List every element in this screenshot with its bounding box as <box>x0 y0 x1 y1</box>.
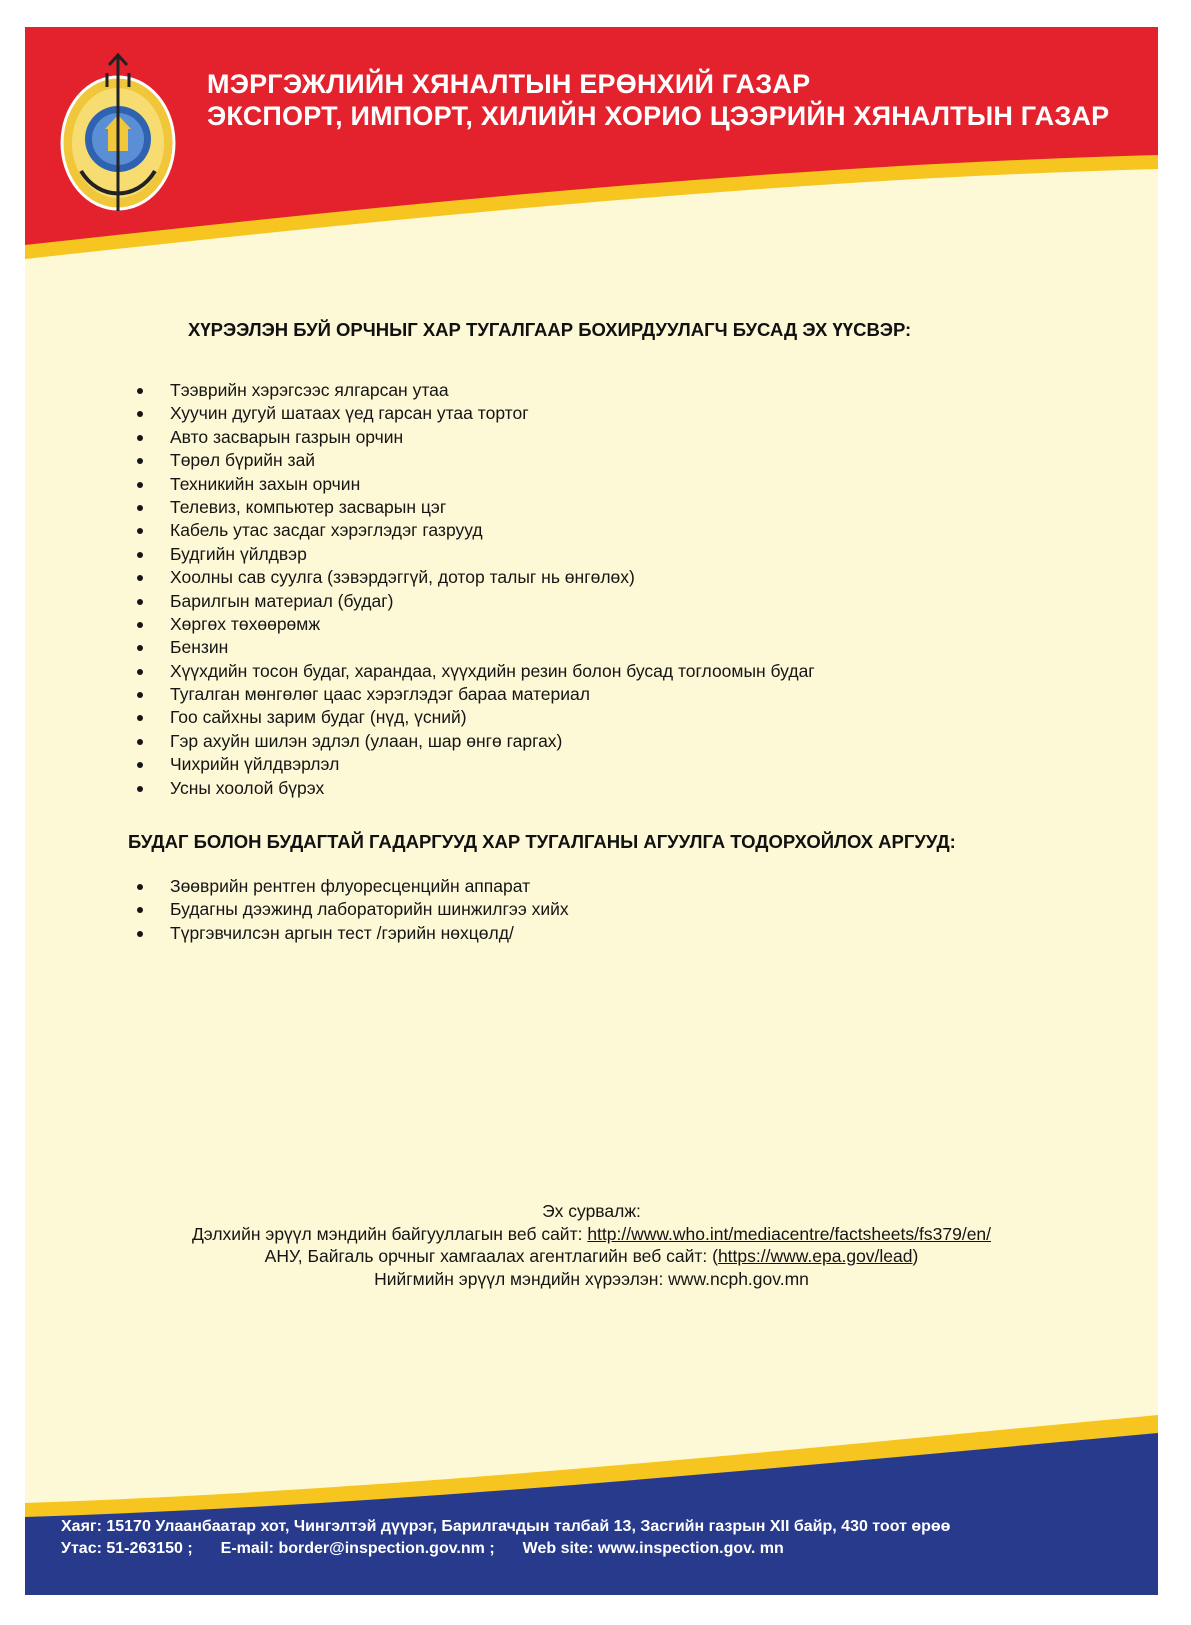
department-name: ЭКСПОРТ, ИМПОРТ, ХИЛИЙН ХОРИО ЦЭЭРИЙН ХЯНАЛТЫН ГАЗАР <box>207 101 1110 131</box>
epa-source-label: АНУ, Байгаль орчныг хамгаалах агентлагийн веб сайт: ( <box>264 1246 718 1266</box>
list-item: Техникийн захын орчин <box>137 473 815 496</box>
list-item: Будагны дээжинд лабораторийн шинжилгээ хийх <box>137 898 569 921</box>
list-item: Зөөврийн рентген флуоресценцийн аппарат <box>137 875 569 898</box>
epa-link[interactable]: https://www.epa.gov/lead <box>717 1246 913 1266</box>
list-item: Гэр ахуйн шилэн эдлэл (улаан, шар өнгө гаргах) <box>137 730 815 753</box>
pollution-sources-list <box>137 379 815 800</box>
list-item: Авто засварын газрын орчин <box>137 426 815 449</box>
list-item: Төрөл бүрийн зай <box>137 449 815 472</box>
contact-line <box>61 1538 950 1560</box>
footer-banner <box>25 1395 1158 1595</box>
pollution-sources-heading: ХҮРЭЭЛЭН БУЙ ОРЧНЫГ ХАР ТУГАЛГААР БОХИРДУУЛАГЧ БУСАД ЭХ ҮҮСВЭР: <box>188 319 912 340</box>
list-item: Тугалган мөнгөлөг цаас хэрэглэдэг бараа материал <box>137 683 815 706</box>
list-item: Телевиз, компьютер засварын цэг <box>137 496 815 519</box>
who-source-label: Дэлхийн эрүүл мэндийн байгууллагын веб сайт: <box>191 1223 588 1244</box>
sources-title: Эх сурвалж: <box>542 1201 641 1221</box>
organization-name: МЭРГЭЖЛИЙН ХЯНАЛТЫН ЕРӨНХИЙ ГАЗАР <box>207 69 811 99</box>
organization-title <box>207 68 1109 132</box>
website-text: Web site: www.inspection.gov. mn <box>522 1540 784 1557</box>
list-item: Гоо сайхны зарим будаг (нүд, үсний) <box>137 706 815 729</box>
detection-methods-list <box>137 875 569 945</box>
header-banner <box>25 27 1158 287</box>
sources-block <box>25 1200 1158 1290</box>
list-item: Хөргөх төхөөрөмж <box>137 613 815 636</box>
ncph-source: Нийгмийн эрүүл мэндийн хүрээлэн: www.ncph.gov.mn <box>374 1268 809 1289</box>
list-item: Хүүхдийн тосон будаг, харандаа, хүүхдийн резин болон бусад тоглоомын будаг <box>137 660 815 683</box>
list-item: Түргэвчилсэн аргын тест /гэрийн нөхцөлд/ <box>137 922 569 945</box>
detection-methods-heading: БУДАГ БОЛОН БУДАГТАЙ ГАДАРГУУД ХАР ТУГАЛГАНЫ АГУУЛГА ТОДОРХОЙЛОХ АРГУУД: <box>128 831 956 852</box>
epa-source <box>25 1245 1158 1268</box>
who-link[interactable]: http://www.who.int/mediacentre/factsheets/fs379/en/ <box>587 1223 992 1244</box>
address-text: Хаяг: 15170 Улаанбаатар хот, Чингэлтэй дүүрэг, Барилгачдын талбай 13, Засгийн газрын XII байр, 430 тоот өрөө <box>61 1518 951 1535</box>
email-text: E-mail: border@inspection.gov.nm ; <box>220 1540 495 1557</box>
phone-text: Утас: 51-263150 ; <box>61 1540 193 1557</box>
list-item: Хоолны сав суулга (зэвэрдэггүй, дотор талыг нь өнгөлөх) <box>137 566 815 589</box>
who-source <box>25 1223 1158 1246</box>
list-item: Кабель утас засдаг хэрэглэдэг газрууд <box>137 519 815 542</box>
list-item: Усны хоолой бүрэх <box>137 777 815 800</box>
list-item: Будгийн үйлдвэр <box>137 543 815 566</box>
list-item: Чихрийн үйлдвэрлэл <box>137 753 815 776</box>
list-item: Хуучин дугуй шатаах үед гарсан утаа тортог <box>137 402 815 425</box>
list-item: Бензин <box>137 636 815 659</box>
contact-info <box>61 1516 950 1560</box>
agency-emblem-icon <box>59 51 177 219</box>
flyer-page <box>25 27 1158 1595</box>
list-item: Тээврийн хэрэгсээс ялгарсан утаа <box>137 379 815 402</box>
list-item: Барилгын материал (будаг) <box>137 590 815 613</box>
epa-source-suffix: ) <box>912 1246 919 1266</box>
